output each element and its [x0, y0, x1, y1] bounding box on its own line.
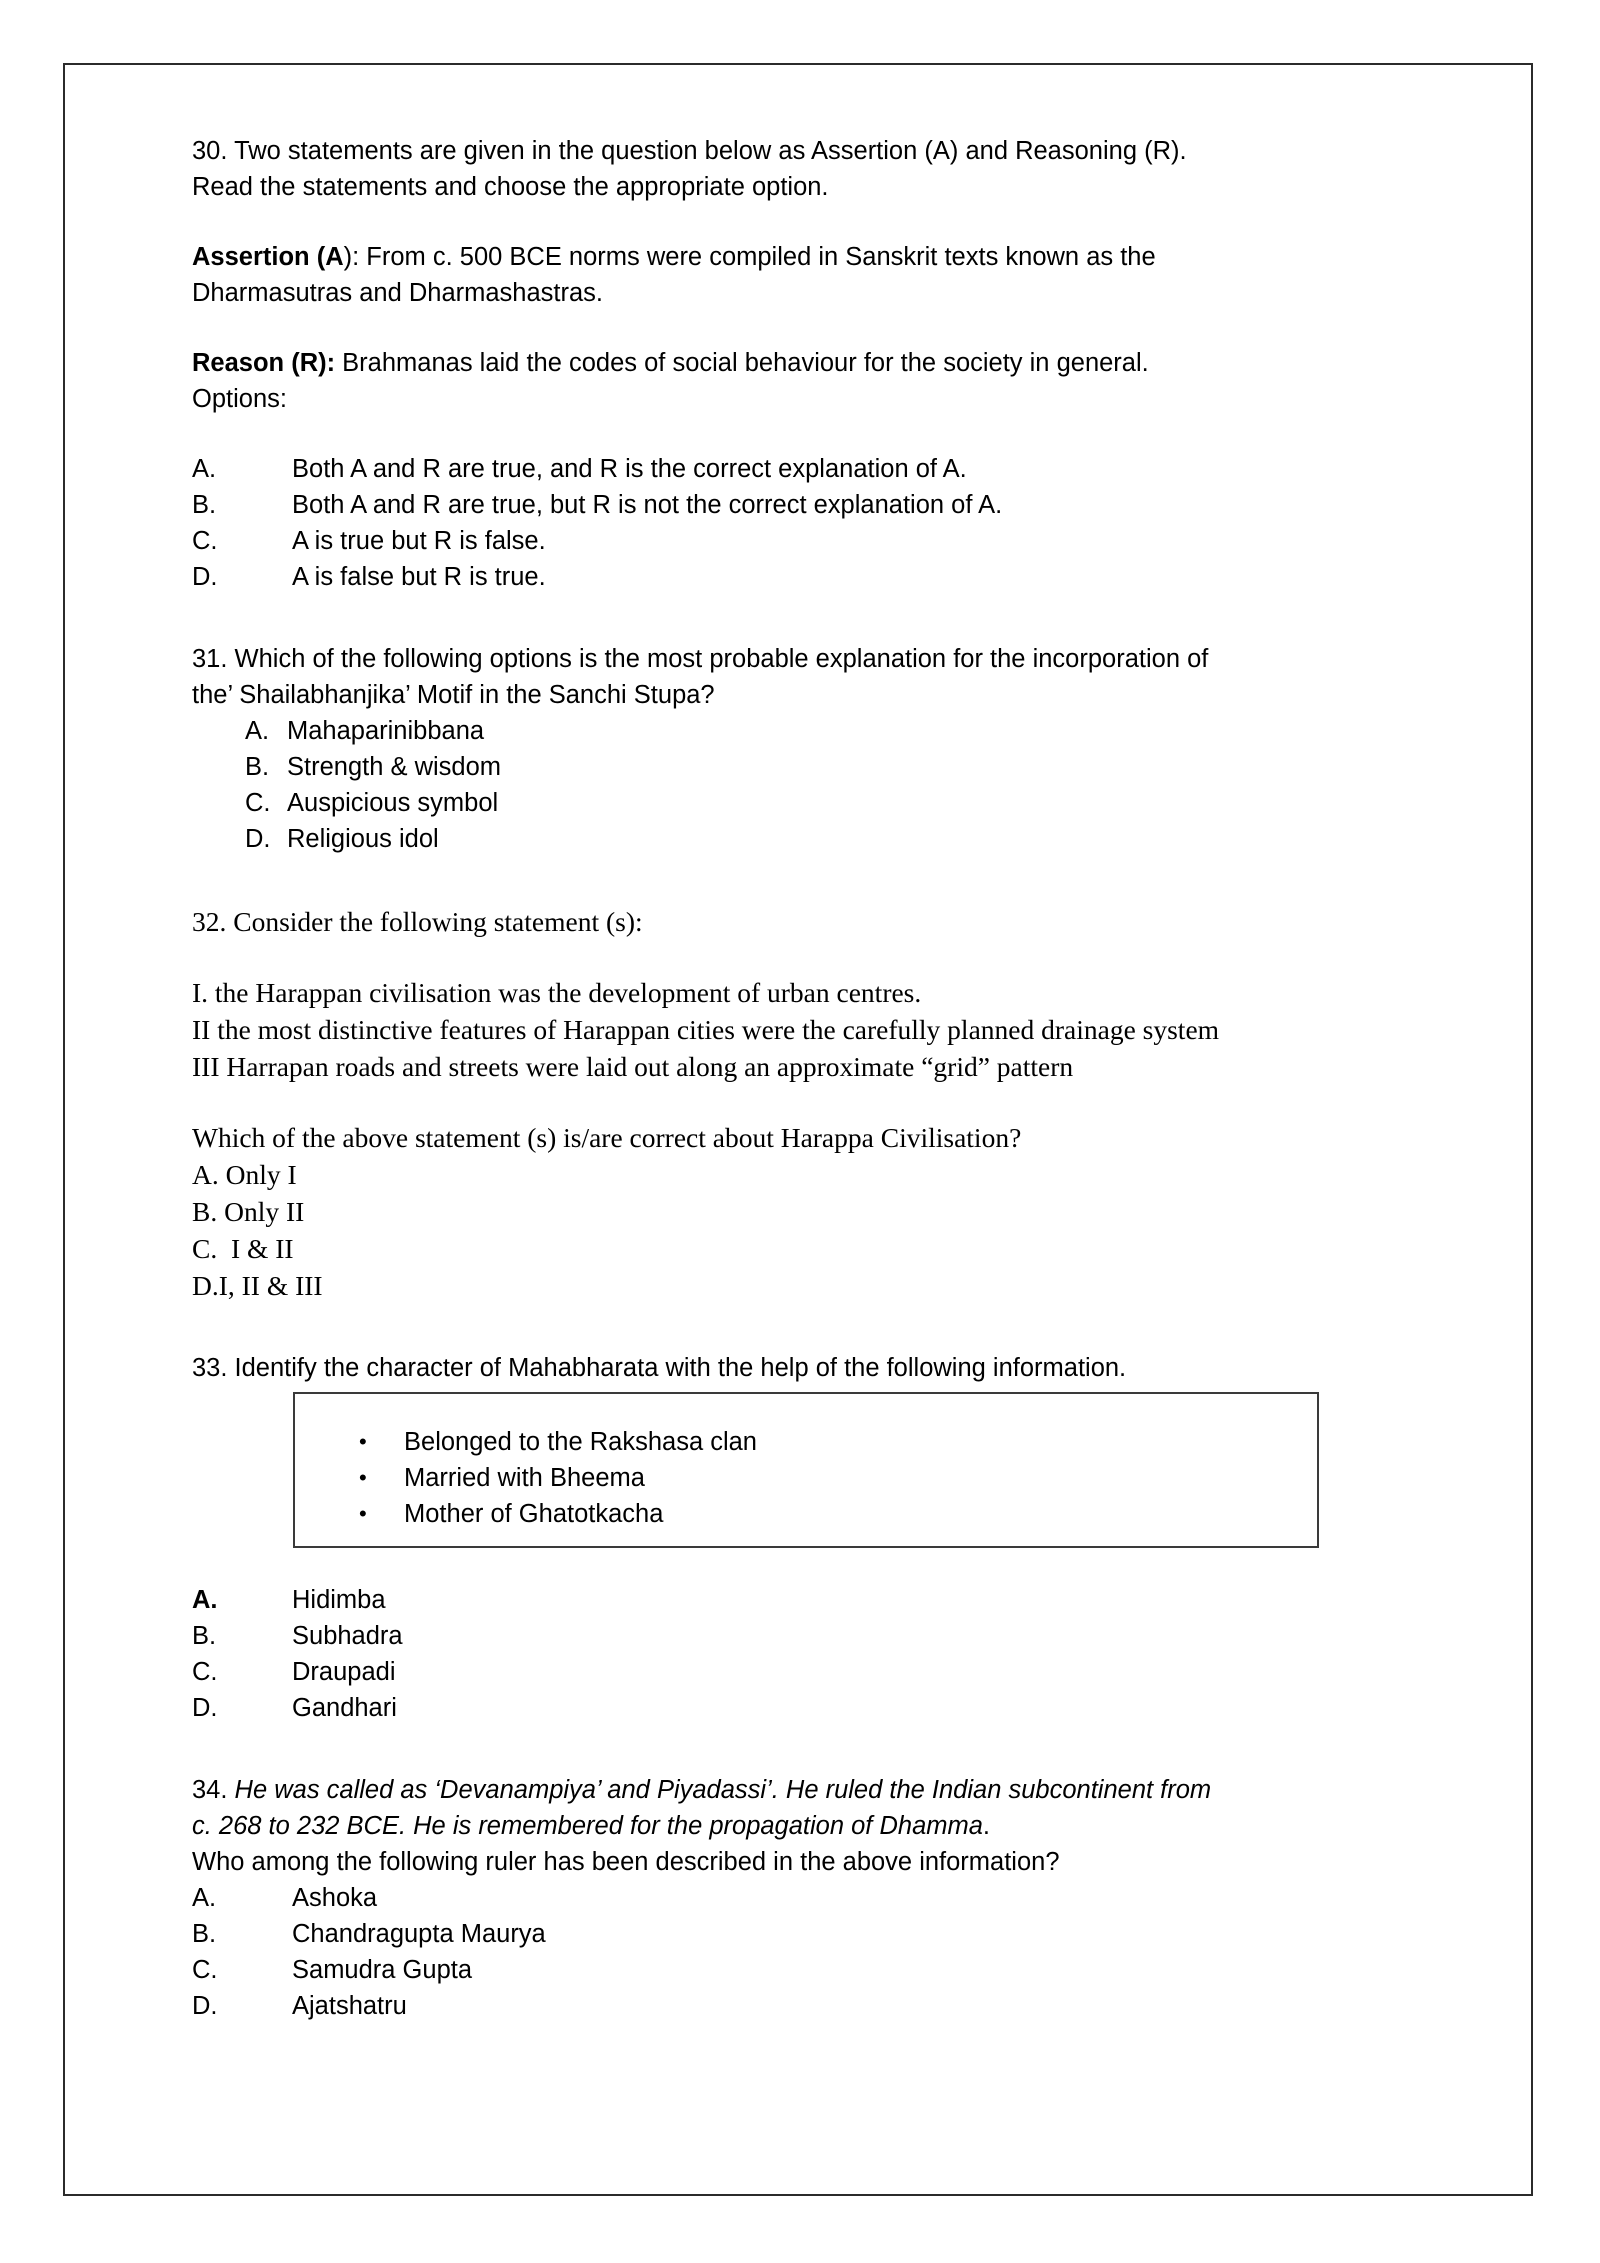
- option-letter: B.: [192, 1622, 217, 1650]
- q33-option-a[interactable]: [192, 1582, 1372, 1618]
- q33-bullet-2: [295, 1460, 1317, 1496]
- page-border: [63, 63, 1533, 2196]
- q33-option-d[interactable]: [192, 1690, 1372, 1726]
- q30-reason-label: Reason (R):: [192, 349, 336, 377]
- option-label: Hidimba: [292, 1586, 386, 1614]
- option-letter: B.: [192, 491, 217, 519]
- q31-stem-line-2: the’ Shailabhanjika’ Motif in the Sanchi Stupa?: [192, 681, 715, 709]
- q30-option-list: [192, 451, 1372, 595]
- q33-bullet-list: [295, 1424, 1317, 1532]
- bullet-icon: •: [359, 1465, 367, 1490]
- bullet-icon: •: [359, 1429, 367, 1454]
- q32-option-c[interactable]: C. I & II: [192, 1233, 294, 1264]
- q34-option-a[interactable]: [192, 1880, 1372, 1916]
- q30-option-b[interactable]: [192, 487, 1372, 523]
- bullet-icon: •: [359, 1501, 367, 1526]
- q30-intro-line-2: Read the statements and choose the appropriate option.: [192, 173, 829, 201]
- option-label: Mahaparinibbana: [287, 717, 485, 745]
- option-label: Ashoka: [292, 1884, 378, 1912]
- option-letter: D.: [192, 1694, 218, 1722]
- q34-italic-tail: .: [982, 1812, 991, 1840]
- q31-option-list: [245, 713, 1372, 857]
- q31-option-c[interactable]: [245, 785, 1372, 821]
- question-31: [192, 641, 1372, 857]
- option-letter: A.: [192, 455, 217, 483]
- option-label: A is true but R is false.: [292, 527, 546, 555]
- option-letter: C.: [192, 1956, 218, 1984]
- q32-stem: 32. Consider the following statement (s):: [192, 906, 643, 937]
- q30-options-label: Options:: [192, 385, 287, 413]
- question-34: [192, 1772, 1372, 2024]
- option-label: Samudra Gupta: [292, 1956, 473, 1984]
- option-letter: A.: [192, 1884, 217, 1912]
- q34-italic-line-2: c. 268 to 232 BCE. He is remembered for the propagation of Dhamma: [192, 1812, 983, 1840]
- q34-option-list: [192, 1880, 1372, 2024]
- option-letter: C.: [192, 1658, 218, 1686]
- q31-option-d[interactable]: [245, 821, 1372, 857]
- option-label: Gandhari: [292, 1694, 397, 1722]
- q34-option-b[interactable]: [192, 1916, 1372, 1952]
- q30-intro-line-1: 30. Two statements are given in the question below as Assertion (A) and Reasoning (R).: [192, 137, 1187, 165]
- q32-option-b[interactable]: B. Only II: [192, 1196, 305, 1227]
- q31-option-b[interactable]: [245, 749, 1372, 785]
- q30-reason-line: [192, 345, 1372, 381]
- q32-option-d[interactable]: D.I, II & III: [192, 1270, 323, 1301]
- q34-stem-plain-line: Who among the following ruler has been described in the above information?: [192, 1848, 1060, 1876]
- q34-option-c[interactable]: [192, 1952, 1372, 1988]
- option-letter: C.: [245, 789, 271, 817]
- option-letter: C.: [192, 527, 218, 555]
- option-label: Strength & wisdom: [287, 753, 502, 781]
- q32-option-a[interactable]: A. Only I: [192, 1159, 297, 1190]
- q32-question-line: Which of the above statement (s) is/are correct about Harappa Civilisation?: [192, 1122, 1022, 1153]
- q31-option-a[interactable]: [245, 713, 1372, 749]
- option-label: Ajatshatru: [292, 1992, 407, 2020]
- option-label: Draupadi: [292, 1658, 396, 1686]
- q32-statement-1: I. the Harappan civilisation was the development of urban centres.: [192, 977, 922, 1008]
- q34-option-d[interactable]: [192, 1988, 1372, 2024]
- q33-info-box: [293, 1392, 1319, 1548]
- q30-reason-text: Brahmanas laid the codes of social behaviour for the society in general.: [335, 349, 1149, 377]
- q33-bullet-3: [295, 1496, 1317, 1532]
- q30-assertion-label: Assertion (A: [192, 243, 344, 271]
- q34-stem-line-1: [192, 1772, 1372, 1808]
- q32-statement-2: II the most distinctive features of Harappan cities were the carefully planned drainage system: [192, 1014, 1220, 1045]
- q30-option-c[interactable]: [192, 523, 1372, 559]
- option-label: Chandragupta Maurya: [292, 1920, 546, 1948]
- option-letter: D.: [192, 1992, 218, 2020]
- option-letter: A.: [192, 1586, 218, 1614]
- question-33: [192, 1350, 1372, 1726]
- q33-option-c[interactable]: [192, 1654, 1372, 1690]
- q30-assertion-line-1: [192, 239, 1372, 275]
- q30-assertion-line-2: Dharmasutras and Dharmashastras.: [192, 279, 604, 307]
- q34-stem-line-2: [192, 1808, 1372, 1844]
- q32-statement-3: III Harrapan roads and streets were laid out along an approximate “grid” pattern: [192, 1051, 1074, 1082]
- option-label: Auspicious symbol: [287, 789, 499, 817]
- q34-number: 34.: [192, 1776, 235, 1804]
- option-label: A is false but R is true.: [292, 563, 546, 591]
- question-32: [192, 903, 1372, 1304]
- q33-option-list: [192, 1582, 1372, 1726]
- q32-option-list: [192, 1156, 1372, 1304]
- q33-stem: 33. Identify the character of Mahabharata with the help of the following information.: [192, 1354, 1127, 1382]
- q30-assertion-text: From c. 500 BCE norms were compiled in Sanskrit texts known as the: [359, 243, 1156, 271]
- option-letter: D.: [245, 825, 271, 853]
- q30-option-a[interactable]: [192, 451, 1372, 487]
- option-label: Both A and R are true, but R is not the correct explanation of A.: [292, 491, 1003, 519]
- q34-italic-line-1: He was called as ‘Devanampiya’ and Piyadassi’. He ruled the Indian subcontinent from: [234, 1776, 1212, 1804]
- bullet-label: Married with Bheema: [404, 1464, 645, 1492]
- bullet-label: Mother of Ghatotkacha: [404, 1500, 664, 1528]
- q31-stem-line-1: 31. Which of the following options is the most probable explanation for the incorporation of: [192, 645, 1209, 673]
- q30-option-d[interactable]: [192, 559, 1372, 595]
- option-letter: B.: [245, 753, 270, 781]
- document-content: [192, 133, 1372, 2024]
- q33-bullet-1: [295, 1424, 1317, 1460]
- q30-assertion-label-tail: ):: [343, 243, 360, 271]
- option-letter: B.: [192, 1920, 217, 1948]
- option-label: Both A and R are true, and R is the correct explanation of A.: [292, 455, 967, 483]
- option-letter: D.: [192, 563, 218, 591]
- question-30: [192, 133, 1372, 595]
- bullet-label: Belonged to the Rakshasa clan: [404, 1428, 757, 1456]
- option-label: Subhadra: [292, 1622, 403, 1650]
- option-letter: A.: [245, 717, 270, 745]
- option-label: Religious idol: [287, 825, 439, 853]
- q33-option-b[interactable]: [192, 1618, 1372, 1654]
